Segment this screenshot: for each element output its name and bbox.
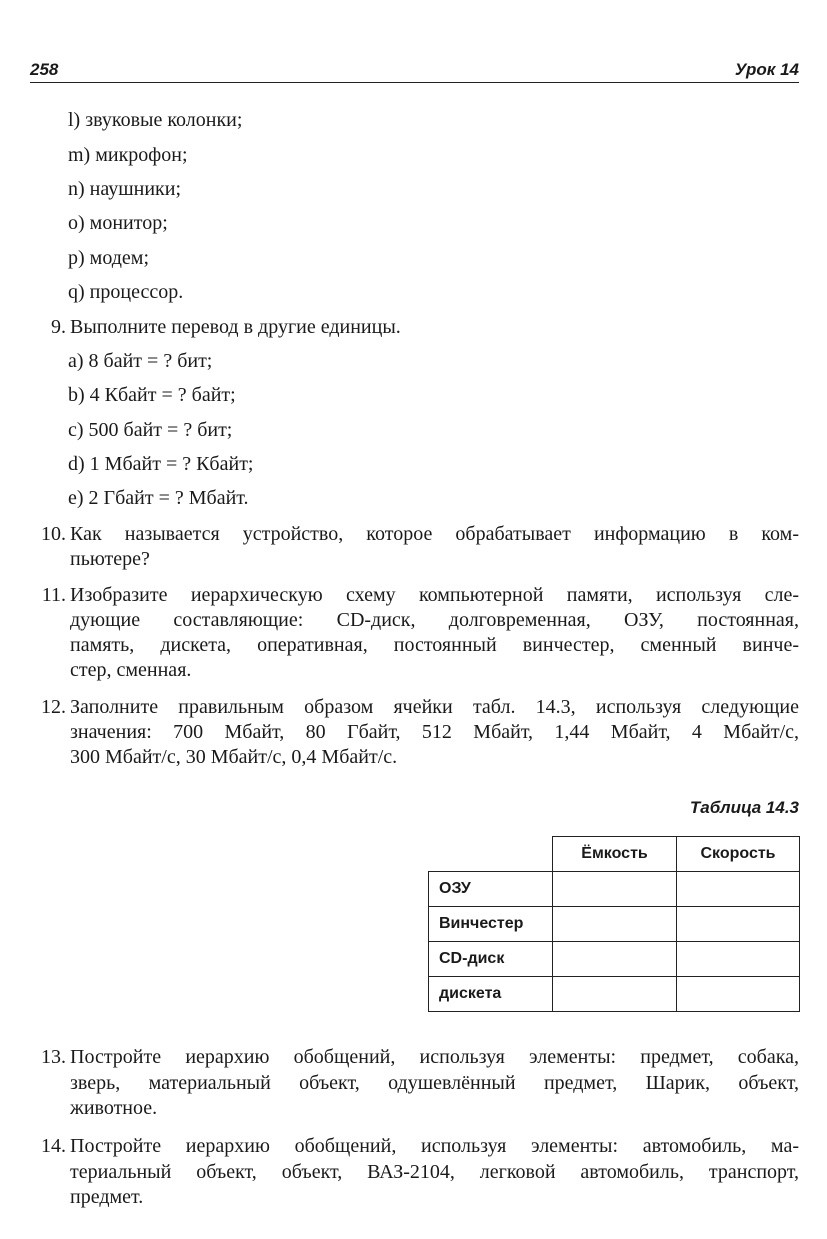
table-row	[429, 907, 800, 942]
table-cell	[677, 907, 800, 942]
table-header-row	[429, 837, 800, 872]
question-text: пьютере?	[70, 548, 150, 570]
question-text: Выполните перевод в другие единицы.	[70, 316, 401, 338]
page-number: 258	[30, 60, 59, 79]
question-text: память, дискета, оперативная, постоянный винчестер, сменный винче-	[70, 634, 799, 656]
table-header-capacity: Ёмкость	[553, 837, 677, 872]
question-text: Изобразите иерархическую схему компьютерной памяти, используя сле-	[70, 584, 799, 606]
question-text: дующие составляющие: CD-диск, долговременная, ОЗУ, постоянная,	[70, 609, 799, 631]
question-number: 12.	[41, 696, 66, 718]
row-label: Винчестер	[429, 907, 553, 942]
table-cell	[553, 872, 677, 907]
table-row	[429, 872, 800, 907]
table-cell	[553, 907, 677, 942]
table-header-speed: Скорость	[677, 837, 800, 872]
list-item: p) модем;	[68, 247, 150, 269]
question-text: 300 Мбайт/с, 30 Мбайт/с, 0,4 Мбайт/с.	[70, 746, 398, 768]
table-cell	[677, 942, 800, 977]
question-text: Заполните правильным образом ячейки табл. 14.3, используя следующие	[70, 696, 799, 718]
list-item: m) микрофон;	[68, 144, 188, 166]
list-item: b) 4 Кбайт = ? байт;	[68, 384, 236, 406]
table-cell	[553, 942, 677, 977]
table-cell	[677, 977, 800, 1012]
row-label: CD-диск	[429, 942, 553, 977]
question-number: 10.	[41, 523, 66, 545]
question-text: Как называется устройство, которое обрабатывает информацию в ком-	[70, 523, 799, 545]
list-item: o) монитор;	[68, 212, 168, 234]
row-label: дискета	[429, 977, 553, 1012]
page-header	[30, 58, 799, 83]
question-text: Постройте иерархию обобщений, используя элементы: автомобиль, ма-	[70, 1135, 799, 1157]
question-number: 9.	[51, 316, 66, 338]
question-text: зверь, материальный объект, одушевлённый предмет, Шарик, объект,	[70, 1072, 799, 1094]
list-item: c) 500 байт = ? бит;	[68, 419, 233, 441]
table-cell	[677, 872, 800, 907]
question-text: стер, сменная.	[70, 659, 192, 681]
question-text: значения: 700 Мбайт, 80 Гбайт, 512 Мбайт, 1,44 Мбайт, 4 Мбайт/с,	[70, 721, 799, 743]
table-corner-cell	[429, 837, 553, 872]
table-row	[429, 942, 800, 977]
question-text: Постройте иерархию обобщений, используя элементы: предмет, собака,	[70, 1046, 799, 1068]
list-item: a) 8 байт = ? бит;	[68, 350, 213, 372]
lesson-title: Урок 14	[734, 60, 799, 79]
question-text: предмет.	[70, 1186, 144, 1208]
data-table	[428, 836, 800, 1012]
list-item: e) 2 Гбайт = ? Мбайт.	[68, 487, 249, 509]
question-text: животное.	[70, 1097, 158, 1119]
question-number: 14.	[41, 1135, 66, 1157]
list-item: l) звуковые колонки;	[68, 109, 243, 131]
list-item: d) 1 Мбайт = ? Кбайт;	[68, 453, 254, 475]
list-item: q) процессор.	[68, 281, 184, 303]
table-caption: Таблица 14.3	[689, 798, 799, 817]
row-label: ОЗУ	[429, 872, 553, 907]
question-number: 13.	[41, 1046, 66, 1068]
table-cell	[553, 977, 677, 1012]
table-row	[429, 977, 800, 1012]
question-number: 11.	[41, 584, 66, 606]
list-item: n) наушники;	[68, 178, 182, 200]
question-text: териальный объект, объект, ВАЗ-2104, легковой автомобиль, транспорт,	[70, 1161, 799, 1183]
